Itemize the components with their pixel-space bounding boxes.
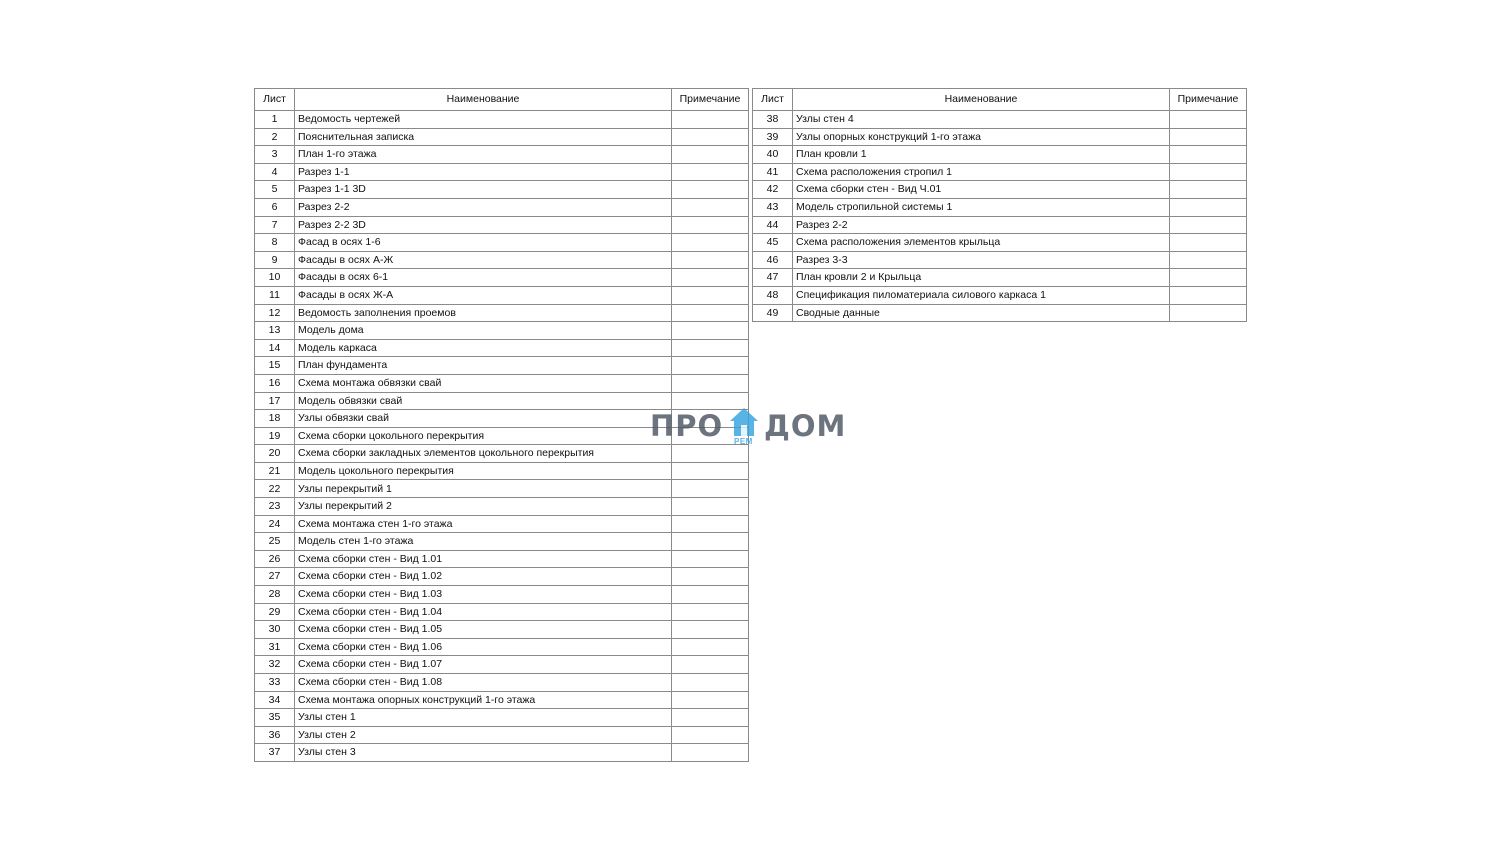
header-name: Наименование xyxy=(295,89,672,111)
table-row xyxy=(753,181,1247,199)
table-row xyxy=(255,339,749,357)
table-row xyxy=(255,146,749,164)
sheet-name-cell: Модель дома xyxy=(295,322,672,340)
table-row xyxy=(753,163,1247,181)
sheet-note-cell xyxy=(672,709,749,727)
sheet-number-cell: 20 xyxy=(255,445,295,463)
table-row xyxy=(753,128,1247,146)
sheet-name-cell: Схема сборки стен - Вид 1.03 xyxy=(295,586,672,604)
table-row xyxy=(255,322,749,340)
sheet-name-cell: Схема монтажа опорных конструкций 1-го этажа xyxy=(295,691,672,709)
sheet-name-cell: Фасад в осях 1-6 xyxy=(295,234,672,252)
sheet-name-cell: Разрез 2-2 xyxy=(295,198,672,216)
sheet-number-cell: 42 xyxy=(753,181,793,199)
sheet-name-cell: Сводные данные xyxy=(793,304,1170,322)
sheet-note-cell xyxy=(672,498,749,516)
table-row xyxy=(255,269,749,287)
sheet-note-cell xyxy=(672,480,749,498)
sheet-note-cell xyxy=(672,586,749,604)
sheet-number-cell: 16 xyxy=(255,374,295,392)
sheet-name-cell: Схема сборки стен - Вид 1.07 xyxy=(295,656,672,674)
sheet-name-cell: Схема сборки стен - Вид 1.06 xyxy=(295,638,672,656)
sheet-number-cell: 33 xyxy=(255,674,295,692)
sheet-number-cell: 38 xyxy=(753,111,793,129)
table-row xyxy=(255,251,749,269)
sheet-number-cell: 40 xyxy=(753,146,793,164)
sheet-name-cell: Разрез 2-2 xyxy=(793,216,1170,234)
sheet-number-cell: 43 xyxy=(753,198,793,216)
table-row xyxy=(255,111,749,129)
table-row xyxy=(255,181,749,199)
sheet-number-cell: 22 xyxy=(255,480,295,498)
table-row xyxy=(255,550,749,568)
table-row xyxy=(255,603,749,621)
sheet-note-cell xyxy=(672,251,749,269)
sheet-name-cell: План кровли 2 и Крыльца xyxy=(793,269,1170,287)
sheet-number-cell: 13 xyxy=(255,322,295,340)
sheet-number-cell: 45 xyxy=(753,234,793,252)
table-row xyxy=(255,128,749,146)
sheet-number-cell: 46 xyxy=(753,251,793,269)
table-row xyxy=(753,234,1247,252)
sheet-name-cell: Модель обвязки свай xyxy=(295,392,672,410)
sheet-number-cell: 37 xyxy=(255,744,295,762)
right-table-body xyxy=(753,111,1247,322)
header-name: Наименование xyxy=(793,89,1170,111)
sheet-number-cell: 23 xyxy=(255,498,295,516)
logo-text-dom: ДОМ xyxy=(764,409,847,443)
sheet-number-cell: 19 xyxy=(255,427,295,445)
sheet-name-cell: Разрез 1-1 3D xyxy=(295,181,672,199)
sheet-note-cell xyxy=(672,357,749,375)
sheet-name-cell: Узлы стен 3 xyxy=(295,744,672,762)
sheet-note-cell xyxy=(1170,269,1247,287)
sheet-name-cell: Разрез 3-3 xyxy=(793,251,1170,269)
logo-text-pro: ПРО xyxy=(650,409,724,443)
sheet-number-cell: 2 xyxy=(255,128,295,146)
sheet-note-cell xyxy=(1170,251,1247,269)
sheet-number-cell: 5 xyxy=(255,181,295,199)
table-row xyxy=(753,111,1247,129)
sheet-note-cell xyxy=(672,656,749,674)
sheet-name-cell: Модель стен 1-го этажа xyxy=(295,533,672,551)
house-icon xyxy=(728,406,760,438)
sheet-number-cell: 12 xyxy=(255,304,295,322)
sheet-name-cell: Схема монтажа стен 1-го этажа xyxy=(295,515,672,533)
sheet-note-cell xyxy=(672,216,749,234)
sheet-number-cell: 17 xyxy=(255,392,295,410)
table-row xyxy=(255,357,749,375)
sheet-note-cell xyxy=(672,691,749,709)
sheet-number-cell: 10 xyxy=(255,269,295,287)
table-row xyxy=(255,744,749,762)
table-row xyxy=(255,462,749,480)
sheet-name-cell: Пояснительная записка xyxy=(295,128,672,146)
table-row xyxy=(255,638,749,656)
sheet-note-cell xyxy=(672,568,749,586)
table-row xyxy=(255,498,749,516)
sheet-name-cell: Ведомость заполнения проемов xyxy=(295,304,672,322)
sheet-number-cell: 24 xyxy=(255,515,295,533)
sheet-note-cell xyxy=(672,533,749,551)
sheet-note-cell xyxy=(672,111,749,129)
sheet-note-cell xyxy=(1170,216,1247,234)
table-row xyxy=(255,691,749,709)
sheet-number-cell: 49 xyxy=(753,304,793,322)
table-row xyxy=(753,251,1247,269)
table-row xyxy=(255,163,749,181)
sheet-number-cell: 29 xyxy=(255,603,295,621)
sheet-note-cell xyxy=(1170,198,1247,216)
table-row xyxy=(255,674,749,692)
sheet-name-cell: Схема сборки стен - Вид 1.01 xyxy=(295,550,672,568)
table-row xyxy=(255,304,749,322)
sheet-note-cell xyxy=(672,621,749,639)
sheet-note-cell xyxy=(1170,286,1247,304)
sheet-number-cell: 21 xyxy=(255,462,295,480)
sheet-name-cell: Схема сборки стен - Вид 1.04 xyxy=(295,603,672,621)
sheet-number-cell: 26 xyxy=(255,550,295,568)
sheet-note-cell xyxy=(1170,128,1247,146)
sheet-note-cell xyxy=(1170,163,1247,181)
sheet-number-cell: 11 xyxy=(255,286,295,304)
sheet-number-cell: 3 xyxy=(255,146,295,164)
sheet-name-cell: Разрез 2-2 3D xyxy=(295,216,672,234)
sheet-name-cell: Схема расположения стропил 1 xyxy=(793,163,1170,181)
sheet-number-cell: 39 xyxy=(753,128,793,146)
sheet-name-cell: План фундамента xyxy=(295,357,672,375)
sheet-number-cell: 31 xyxy=(255,638,295,656)
sheet-note-cell xyxy=(672,269,749,287)
header-sheet: Лист xyxy=(255,89,295,111)
table-row xyxy=(255,586,749,604)
sheet-number-cell: 7 xyxy=(255,216,295,234)
sheet-name-cell: Узлы стен 2 xyxy=(295,726,672,744)
sheet-note-cell xyxy=(672,181,749,199)
sheet-note-cell xyxy=(672,339,749,357)
table-row xyxy=(255,374,749,392)
sheet-number-cell: 35 xyxy=(255,709,295,727)
sheet-note-cell xyxy=(1170,146,1247,164)
table-row xyxy=(753,269,1247,287)
sheet-note-cell xyxy=(672,674,749,692)
sheet-name-cell: Узлы стен 4 xyxy=(793,111,1170,129)
sheet-number-cell: 8 xyxy=(255,234,295,252)
sheet-note-cell xyxy=(672,462,749,480)
table-row xyxy=(255,568,749,586)
sheet-note-cell xyxy=(672,726,749,744)
table-row xyxy=(255,621,749,639)
table-row xyxy=(753,286,1247,304)
sheet-name-cell: Модель цокольного перекрытия xyxy=(295,462,672,480)
sheet-note-cell xyxy=(672,550,749,568)
sheet-name-cell: Фасады в осях 6-1 xyxy=(295,269,672,287)
table-row xyxy=(753,198,1247,216)
sheet-number-cell: 6 xyxy=(255,198,295,216)
table-row xyxy=(753,216,1247,234)
sheet-number-cell: 44 xyxy=(753,216,793,234)
table-row xyxy=(255,480,749,498)
header-note: Примечание xyxy=(1170,89,1247,111)
table-header-row xyxy=(255,89,749,111)
sheet-number-cell: 34 xyxy=(255,691,295,709)
sheet-name-cell: Узлы обвязки свай xyxy=(295,410,672,428)
sheet-note-cell xyxy=(672,638,749,656)
sheet-number-cell: 9 xyxy=(255,251,295,269)
table-row xyxy=(255,709,749,727)
sheet-note-cell xyxy=(672,198,749,216)
sheet-note-cell xyxy=(672,146,749,164)
sheet-note-cell xyxy=(672,603,749,621)
sheet-name-cell: Фасады в осях Ж-А xyxy=(295,286,672,304)
header-note: Примечание xyxy=(672,89,749,111)
sheet-note-cell xyxy=(672,128,749,146)
sheet-note-cell xyxy=(1170,234,1247,252)
sheet-number-cell: 25 xyxy=(255,533,295,551)
sheet-name-cell: Схема сборки стен - Вид 1.08 xyxy=(295,674,672,692)
sheet-note-cell xyxy=(672,163,749,181)
table-row xyxy=(255,656,749,674)
header-sheet: Лист xyxy=(753,89,793,111)
sheet-number-cell: 1 xyxy=(255,111,295,129)
sheet-name-cell: Схема сборки стен - Вид 1.05 xyxy=(295,621,672,639)
sheet-name-cell: Схема расположения элементов крыльца xyxy=(793,234,1170,252)
table-row xyxy=(255,515,749,533)
sheet-name-cell: Узлы перекрытий 2 xyxy=(295,498,672,516)
sheet-number-cell: 27 xyxy=(255,568,295,586)
sheet-number-cell: 28 xyxy=(255,586,295,604)
sheet-note-cell xyxy=(1170,111,1247,129)
watermark-logo xyxy=(650,404,850,448)
sheet-name-cell: Модель каркаса xyxy=(295,339,672,357)
sheet-name-cell: Схема сборки закладных элементов цокольного перекрытия xyxy=(295,445,672,463)
sheet-number-cell: 15 xyxy=(255,357,295,375)
sheet-name-cell: Спецификация пиломатериала силового каркаса 1 xyxy=(793,286,1170,304)
sheet-note-cell xyxy=(672,744,749,762)
table-row xyxy=(753,146,1247,164)
sheet-name-cell: Схема монтажа обвязки свай xyxy=(295,374,672,392)
logo-subtext: РЕМ xyxy=(734,437,753,446)
table-row xyxy=(255,286,749,304)
sheet-name-cell: Узлы опорных конструкций 1-го этажа xyxy=(793,128,1170,146)
table-header-row xyxy=(753,89,1247,111)
sheet-note-cell xyxy=(1170,304,1247,322)
sheet-name-cell: Узлы перекрытий 1 xyxy=(295,480,672,498)
right-sheets-table xyxy=(752,88,1247,322)
table-row xyxy=(255,533,749,551)
sheet-number-cell: 48 xyxy=(753,286,793,304)
sheet-number-cell: 36 xyxy=(255,726,295,744)
sheet-number-cell: 32 xyxy=(255,656,295,674)
table-row xyxy=(255,726,749,744)
sheet-name-cell: Ведомость чертежей xyxy=(295,111,672,129)
sheet-note-cell xyxy=(672,322,749,340)
sheet-number-cell: 30 xyxy=(255,621,295,639)
sheet-name-cell: Схема сборки цокольного перекрытия xyxy=(295,427,672,445)
sheet-note-cell xyxy=(672,374,749,392)
sheet-number-cell: 41 xyxy=(753,163,793,181)
sheet-name-cell: Разрез 1-1 xyxy=(295,163,672,181)
sheet-name-cell: План 1-го этажа xyxy=(295,146,672,164)
sheet-note-cell xyxy=(672,515,749,533)
sheet-note-cell xyxy=(672,286,749,304)
sheet-number-cell: 47 xyxy=(753,269,793,287)
sheet-number-cell: 14 xyxy=(255,339,295,357)
sheet-name-cell: Фасады в осях А-Ж xyxy=(295,251,672,269)
sheet-name-cell: Схема сборки стен - Вид Ч.01 xyxy=(793,181,1170,199)
table-row xyxy=(753,304,1247,322)
sheet-name-cell: План кровли 1 xyxy=(793,146,1170,164)
sheet-number-cell: 4 xyxy=(255,163,295,181)
sheet-name-cell: Схема сборки стен - Вид 1.02 xyxy=(295,568,672,586)
sheet-note-cell xyxy=(672,304,749,322)
sheet-name-cell: Узлы стен 1 xyxy=(295,709,672,727)
table-row xyxy=(255,216,749,234)
table-row xyxy=(255,198,749,216)
sheet-note-cell xyxy=(1170,181,1247,199)
sheet-note-cell xyxy=(672,234,749,252)
sheet-number-cell: 18 xyxy=(255,410,295,428)
sheet-name-cell: Модель стропильной системы 1 xyxy=(793,198,1170,216)
table-row xyxy=(255,234,749,252)
